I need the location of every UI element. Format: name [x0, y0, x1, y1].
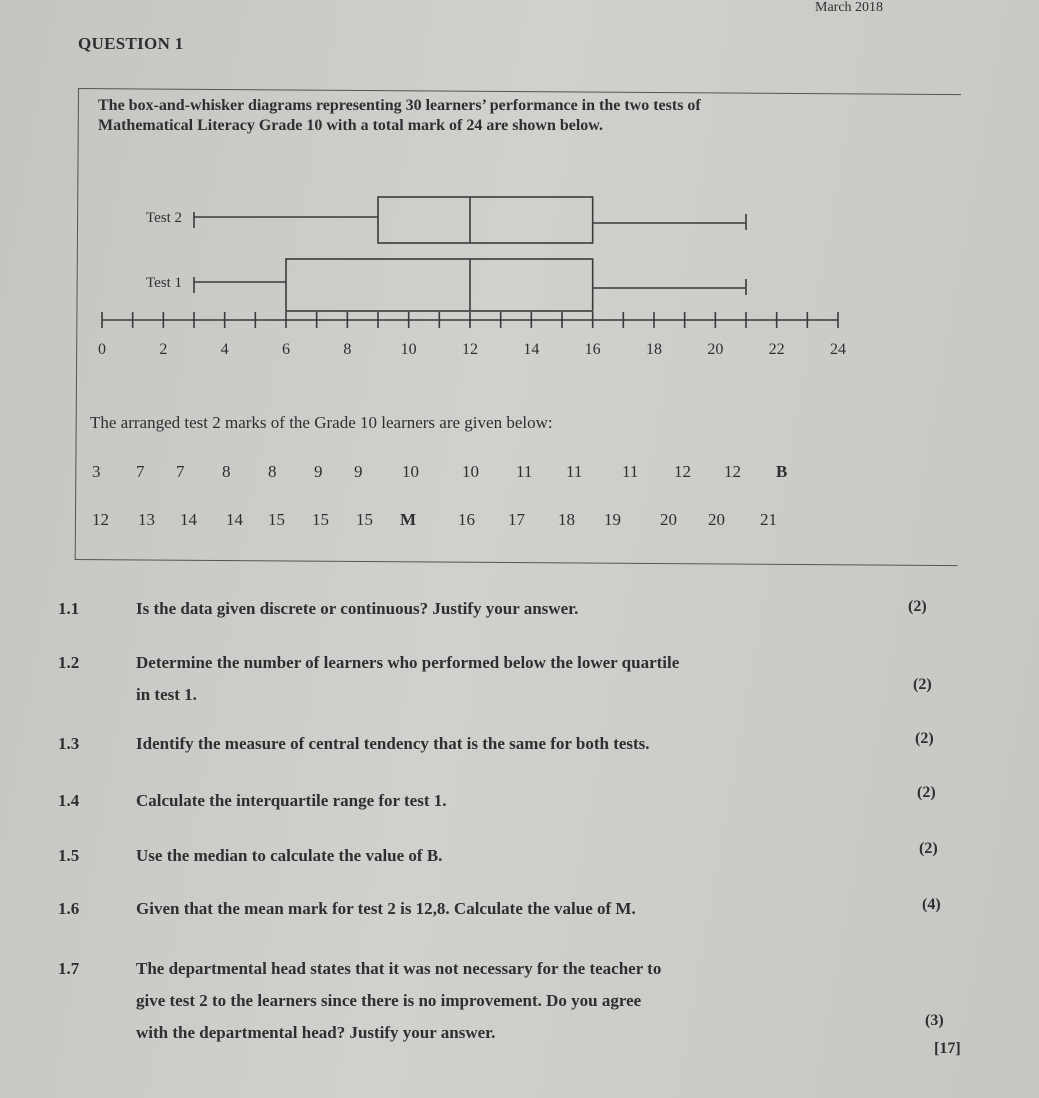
question-number: 1.3 [58, 734, 80, 753]
mark-value: 10 [462, 462, 479, 481]
question-text [136, 652, 856, 716]
question-number: 1.5 [58, 846, 80, 865]
x-tick-label: 24 [830, 341, 846, 358]
mark-value: 12 [92, 510, 109, 529]
question-text-line: Identify the measure of central tendency that is the same for both tests. [136, 734, 650, 753]
x-tick-label: 10 [400, 341, 417, 358]
mark-value: 9 [354, 462, 363, 481]
header-date: March 2018 [815, 0, 884, 15]
mark-value: 7 [136, 462, 145, 481]
mark-value: 18 [558, 510, 575, 529]
mark-value: 11 [566, 462, 583, 481]
question-text [136, 598, 856, 620]
question-text-line: Is the data given discrete or continuous? Justify your answer. [136, 599, 579, 618]
question-text-line: with the departmental head? Justify your answer. [136, 1023, 496, 1042]
mark-value: 16 [458, 510, 475, 529]
question-text [136, 898, 856, 920]
mark-value: 15 [312, 510, 329, 529]
question-marks: (2) [915, 730, 934, 747]
mark-value: 12 [674, 462, 691, 481]
x-tick-label: 18 [646, 341, 662, 358]
question-text-line: Given that the mean mark for test 2 is 12,8. Calculate the value of M. [136, 899, 636, 918]
x-tick-label: 4 [220, 341, 229, 358]
mark-value: M [400, 510, 417, 529]
x-tick-label: 14 [523, 341, 540, 358]
x-tick-label: 8 [343, 341, 352, 358]
marks-row-2 [92, 510, 800, 530]
question-text-line: Use the median to calculate the value of B. [136, 846, 443, 865]
question-text [136, 958, 856, 1054]
total-marks: [17] [934, 1040, 961, 1057]
intro-line-2: Mathematical Literacy Grade 10 with a total mark of 24 are shown below. [98, 117, 603, 134]
data-section-title: The arranged test 2 marks of the Grade 10 learners are given below: [90, 413, 553, 432]
x-tick-label: 0 [98, 341, 106, 358]
mark-value: 14 [226, 510, 243, 529]
mark-value: 19 [604, 510, 621, 529]
mark-value: 21 [760, 510, 777, 529]
series-label: Test 2 [145, 210, 182, 226]
intro-text [98, 96, 858, 136]
question-number: 1.1 [58, 599, 80, 618]
x-tick-label: 12 [462, 341, 478, 358]
question-text-line: Determine the number of learners who performed below the lower quartile [136, 653, 680, 672]
mark-value: 8 [222, 462, 231, 481]
question-text [136, 845, 856, 867]
question-marks: (2) [908, 598, 927, 615]
question-text [136, 733, 856, 755]
question-number: 1.6 [58, 899, 80, 918]
mark-value: B [776, 462, 788, 481]
question-title: QUESTION 1 [78, 34, 184, 53]
question-marks: (3) [925, 1012, 944, 1029]
question-text-line: give test 2 to the learners since there is no improvement. Do you agree [136, 991, 642, 1010]
mark-value: 3 [92, 462, 101, 481]
mark-value: 15 [356, 510, 373, 529]
x-tick-label: 22 [768, 341, 785, 358]
mark-value: 9 [314, 462, 323, 481]
marks-row-1 [92, 462, 816, 482]
x-tick-label: 16 [584, 341, 601, 358]
question-marks: (4) [922, 896, 941, 913]
question-text-line: in test 1. [136, 685, 197, 704]
mark-value: 7 [176, 462, 185, 481]
mark-value: 11 [516, 462, 533, 481]
question-marks: (2) [919, 840, 938, 857]
x-tick-label: 6 [282, 341, 290, 358]
question-text [136, 790, 856, 812]
mark-value: 15 [268, 510, 285, 529]
intro-line-1: The box-and-whisker diagrams representing 30 learners’ performance in the two tests of [98, 97, 701, 114]
question-marks: (2) [913, 676, 932, 693]
series-label: Test 1 [145, 275, 182, 291]
question-number: 1.2 [58, 653, 80, 672]
mark-value: 20 [708, 510, 725, 529]
iqr-box [286, 259, 593, 311]
question-marks: (2) [917, 784, 936, 801]
x-tick-label: 2 [159, 341, 168, 358]
mark-value: 17 [508, 510, 525, 529]
mark-value: 14 [180, 510, 197, 529]
question-text-line: Calculate the interquartile range for test 1. [136, 791, 447, 810]
iqr-box [378, 197, 593, 243]
question-text-line: The departmental head states that it was not necessary for the teacher to [136, 959, 662, 978]
x-tick-label: 20 [707, 341, 724, 358]
mark-value: 12 [724, 462, 741, 481]
question-number: 1.4 [58, 791, 80, 810]
mark-value: 10 [402, 462, 419, 481]
mark-value: 13 [138, 510, 155, 529]
question-number: 1.7 [58, 959, 80, 978]
mark-value: 20 [660, 510, 677, 529]
mark-value: 8 [268, 462, 277, 481]
mark-value: 11 [622, 462, 639, 481]
box-whisker-chart [80, 180, 860, 370]
